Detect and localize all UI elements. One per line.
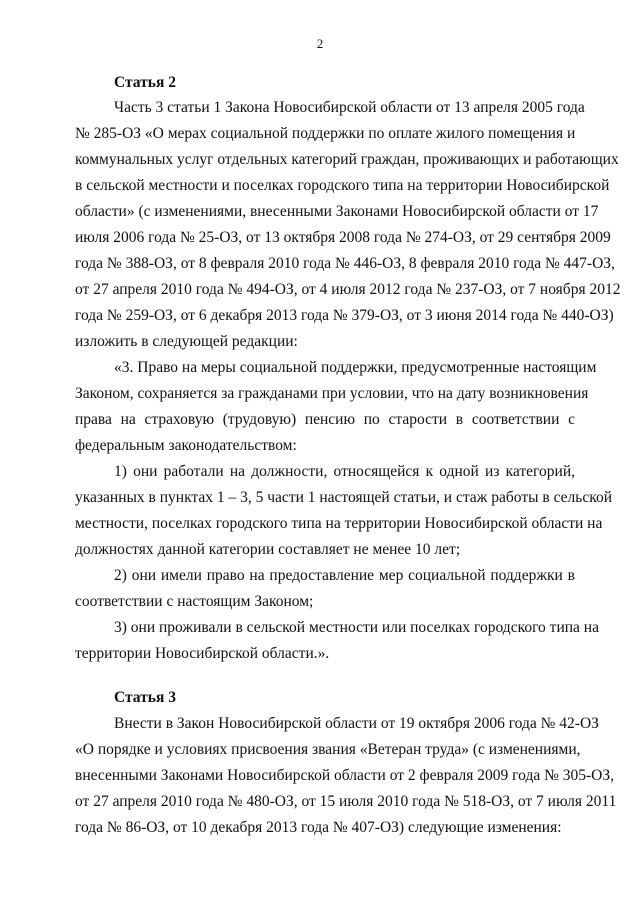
paragraph-line: июля 2006 года № 25-ОЗ, от 13 октября 2008 года № 274-ОЗ, от 29 сентября 2009 <box>75 229 611 246</box>
paragraph-line: территории Новосибирской области.». <box>75 645 330 662</box>
article-3-heading: Статья 3 <box>114 689 176 706</box>
paragraph-line: внесенными Законами Новосибирской области от 2 февраля 2009 года № 305-ОЗ, <box>75 767 614 784</box>
paragraph-line: № 285-ОЗ «О мерах социальной поддержки по оплате жилого помещения и <box>75 125 576 142</box>
page-number: 2 <box>316 36 324 51</box>
paragraph-line: «О порядке и условиях присвоения звания «Ветеран труда» (с изменениями, <box>75 741 581 758</box>
article-2-heading: Статья 2 <box>114 74 176 91</box>
paragraph-line: от 27 апреля 2010 года № 480-ОЗ, от 15 июля 2010 года № 518-ОЗ, от 7 июля 2011 <box>75 793 617 810</box>
paragraph-line: от 27 апреля 2010 года № 494-ОЗ, от 4 июля 2012 года № 237-ОЗ, от 7 ноября 2012 <box>75 281 621 298</box>
paragraph-line: области» (с изменениями, внесенными Законами Новосибирской области от 17 <box>75 203 599 220</box>
paragraph-line: должностях данной категории составляет не менее 10 лет; <box>75 541 461 558</box>
paragraph-line: года № 388-ОЗ, от 8 февраля 2010 года № 446-ОЗ, 8 февраля 2010 года № 447-ОЗ, <box>75 255 615 272</box>
paragraph-line: изложить в следующей редакции: <box>75 333 298 350</box>
paragraph-line: года № 86-ОЗ, от 10 декабря 2013 года № 407-ОЗ) следующие изменения: <box>75 819 562 836</box>
paragraph-line: местности, поселках городского типа на территории Новосибирской области на <box>75 515 603 532</box>
paragraph-line: права на страховую (трудовую) пенсию по старости в соответствии с <box>75 411 575 428</box>
paragraph-line: Внести в Закон Новосибирской области от 19 октября 2006 года № 42-ОЗ <box>114 715 599 732</box>
paragraph-line: года № 259-ОЗ, от 6 декабря 2013 года № 379-ОЗ, от 3 июня 2014 года № 440-ОЗ) <box>75 307 614 324</box>
paragraph-line: 1) они работали на должности, относящейся к одной из категорий, <box>114 463 575 480</box>
paragraph-line: 3) они проживали в сельской местности или поселках городского типа на <box>114 619 599 636</box>
paragraph-line: в сельской местности и поселках городского типа на территории Новосибирской <box>75 177 610 194</box>
paragraph-line: федеральным законодательством: <box>75 437 297 454</box>
paragraph-line: «3. Право на меры социальной поддержки, предусмотренные настоящим <box>114 359 597 376</box>
paragraph-line: соответствии с настоящим Законом; <box>75 593 314 610</box>
paragraph-line: коммунальных услуг отдельных категорий граждан, проживающих и работающих <box>75 151 619 168</box>
paragraph-line: 2) они имели право на предоставление мер социальной поддержки в <box>114 567 575 584</box>
paragraph-line: Часть 3 статьи 1 Закона Новосибирской области от 13 апреля 2005 года <box>114 99 585 116</box>
paragraph-line: указанных в пунктах 1 – 3, 5 части 1 настоящей статьи, и стаж работы в сельской <box>75 489 612 506</box>
paragraph-line: Законом, сохраняется за гражданами при условии, что на дату возникновения <box>75 385 589 402</box>
